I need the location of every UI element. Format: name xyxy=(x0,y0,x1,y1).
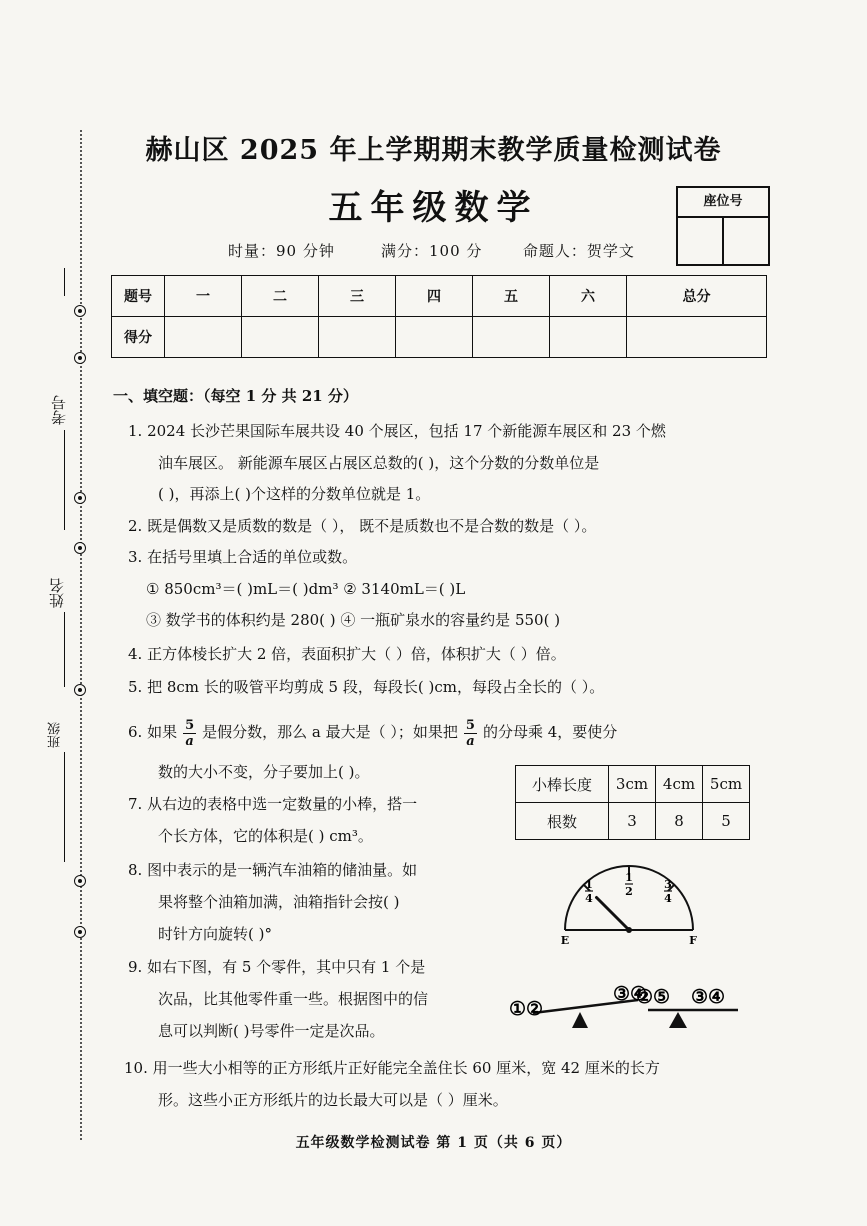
fuel-gauge xyxy=(555,848,705,948)
exam-author: 命题人：贺学文 xyxy=(522,242,635,260)
question-7-line-1: 7. 从右边的表格中选一定数量的小棒，搭一 xyxy=(128,795,418,813)
gauge-label-three-quarter xyxy=(664,878,672,905)
sticks-row-length xyxy=(516,766,750,803)
side-label-exam-no: 考号 xyxy=(50,395,68,425)
sticks-row-count xyxy=(516,803,750,840)
balance-left xyxy=(509,983,647,1028)
score-header-cell: 六 xyxy=(550,276,627,317)
fraction-denominator: a xyxy=(466,733,475,749)
binding-circle xyxy=(74,684,86,696)
sticks-cell: 5 xyxy=(703,803,750,840)
gauge-label-num: 1 xyxy=(585,878,593,891)
question-9-line-2: 次品，比其他零件重一些。根据图中的信 xyxy=(158,990,429,1008)
sticks-cell: 8 xyxy=(656,803,703,840)
gauge-pointer xyxy=(597,898,630,931)
sticks-cell: 5cm xyxy=(703,766,750,803)
score-cell[interactable] xyxy=(396,317,473,358)
exam-info xyxy=(228,240,635,261)
score-cell[interactable] xyxy=(473,317,550,358)
side-label-name: 姓名 xyxy=(48,578,66,608)
score-cell[interactable] xyxy=(242,317,319,358)
gauge-label-num: 3 xyxy=(664,878,672,891)
sticks-table xyxy=(515,765,750,840)
score-header-cell: 三 xyxy=(319,276,396,317)
score-cell[interactable] xyxy=(550,317,627,358)
sticks-cell: 小棒长度 xyxy=(516,766,609,803)
score-header-cell: 题号 xyxy=(112,276,165,317)
gauge-empty-label: E xyxy=(560,934,570,947)
balance-left-high-parts: ③④ xyxy=(612,983,648,1005)
question-10-line-2: 形。这些小正方形纸片的边长最大可以是（ ）厘米。 xyxy=(158,1091,508,1109)
section-heading: 一、填空题：（每空 1 分 共 21 分） xyxy=(113,387,358,405)
question-6-line-1 xyxy=(128,710,617,754)
question-8-line-3: 时针方向旋转( )° xyxy=(158,925,272,943)
question-9-line-3: 息可以判断( )号零件一定是次品。 xyxy=(158,1022,385,1040)
fraction-5-over-a xyxy=(183,718,196,749)
gauge-label-den: 4 xyxy=(585,892,593,905)
side-underline xyxy=(64,612,65,687)
side-underline xyxy=(64,752,65,862)
balance-right-right-parts: ③④ xyxy=(690,986,726,1008)
score-cell[interactable] xyxy=(319,317,396,358)
seat-number-box xyxy=(676,186,770,266)
sticks-cell: 3cm xyxy=(609,766,656,803)
question-3-line-3: ③ 数学书的体积约是 280( ) ④ 一瓶矿泉水的容量约是 550( ) xyxy=(146,611,561,629)
seat-cell[interactable] xyxy=(724,218,768,264)
question-8-line-1: 8. 图中表示的是一辆汽车油箱的储油量。如 xyxy=(128,861,418,879)
gauge-hub xyxy=(626,927,632,933)
binding-line xyxy=(64,268,65,296)
score-cell[interactable] xyxy=(627,317,767,358)
fraction-numerator: 5 xyxy=(465,717,475,733)
fraction-numerator: 5 xyxy=(185,717,195,733)
sticks-cell: 根数 xyxy=(516,803,609,840)
question-7-line-2: 个长方体，它的体积是( ) cm³。 xyxy=(158,827,373,845)
question-6-part-c: 的分母乘 4，要使分 xyxy=(482,723,618,741)
fraction-5-over-a xyxy=(464,718,477,749)
question-3-line-1: 3. 在括号里填上合适的单位或数。 xyxy=(128,548,358,566)
question-5: 5. 把 8cm 长的吸管平均剪成 5 段，每段长( )cm，每段占全长的（ ）。 xyxy=(128,678,605,696)
binding-circle xyxy=(74,305,86,317)
binding-circle xyxy=(74,542,86,554)
score-table xyxy=(111,275,767,358)
sticks-cell: 3 xyxy=(609,803,656,840)
question-1-line-1: 1. 2024 长沙芒果国际车展共设 40 个展区，包括 17 个新能源车展区和 23 个燃 xyxy=(128,422,666,440)
question-9-line-1: 9. 如右下图，有 5 个零件，其中只有 1 个是 xyxy=(128,958,426,976)
score-header-cell: 四 xyxy=(396,276,473,317)
seat-number-label: 座位号 xyxy=(678,188,768,218)
binding-dotted-line xyxy=(80,130,82,1140)
score-header-cell: 一 xyxy=(165,276,242,317)
score-row-label: 得分 xyxy=(112,317,165,358)
balance-left-low-parts: ①② xyxy=(508,998,544,1020)
gauge-full-label: F xyxy=(689,934,697,947)
score-header-cell: 总分 xyxy=(627,276,767,317)
question-10-line-1: 10. 用一些大小相等的正方形纸片正好能完全盖住长 60 厘米，宽 42 厘米的长方 xyxy=(124,1059,660,1077)
question-8-line-2: 果将整个油箱加满，油箱指针会按( ) xyxy=(158,893,400,911)
balance-scales xyxy=(508,978,748,1040)
balance-right-left-parts: ②⑤ xyxy=(635,986,671,1008)
question-3-line-2: ① 850cm³＝( )mL＝( )dm³ ② 3140mL＝( )L xyxy=(146,580,466,598)
balance-right xyxy=(636,986,738,1028)
question-6-part-a: 6. 如果 xyxy=(128,723,178,741)
question-1-line-3: ( )，再添上( )个这样的分数单位就是 1。 xyxy=(158,485,431,503)
exam-full-score: 满分：100 分 xyxy=(381,242,483,260)
score-cell[interactable] xyxy=(165,317,242,358)
score-table-header-row xyxy=(112,276,767,317)
fraction-denominator: a xyxy=(185,733,194,749)
exam-time: 时量：90 分钟 xyxy=(228,242,335,260)
side-underline xyxy=(64,430,65,530)
side-label-class: 班级 xyxy=(48,722,63,748)
binding-circle xyxy=(74,926,86,938)
question-4: 4. 正方体棱长扩大 2 倍，表面积扩大（ ）倍，体积扩大（ ）倍。 xyxy=(128,645,566,663)
seat-cell[interactable] xyxy=(678,218,724,264)
question-1-line-2: 油车展区。 新能源车展区占展区总数的( )，这个分数的分数单位是 xyxy=(158,454,600,472)
gauge-label-quarter xyxy=(585,878,593,905)
question-2: 2. 既是偶数又是质数的数是（ ）， 既不是质数也不是合数的数是（ ）。 xyxy=(128,517,597,535)
sticks-cell: 4cm xyxy=(656,766,703,803)
gauge-label-den: 2 xyxy=(625,885,633,898)
exam-title: 赫山区 2025 年上学期期末教学质量检测试卷 xyxy=(145,135,722,166)
binding-circle xyxy=(74,492,86,504)
binding-circle xyxy=(74,875,86,887)
gauge-label-den: 4 xyxy=(664,892,672,905)
score-header-cell: 二 xyxy=(242,276,319,317)
exam-subtitle: 五年级数学 xyxy=(328,188,539,228)
question-6-line-2: 数的大小不变，分子要加上( )。 xyxy=(158,763,370,781)
page-footer: 五年级数学检测试卷 第 1 页（共 6 页） xyxy=(295,1135,572,1151)
gauge-label-num: 1 xyxy=(625,871,633,884)
score-header-cell: 五 xyxy=(473,276,550,317)
score-table-score-row xyxy=(112,317,767,358)
question-6-part-b: 是假分数，那么 a 最大是（ ）；如果把 xyxy=(202,723,458,741)
binding-circle xyxy=(74,352,86,364)
gauge-label-half xyxy=(625,871,633,898)
